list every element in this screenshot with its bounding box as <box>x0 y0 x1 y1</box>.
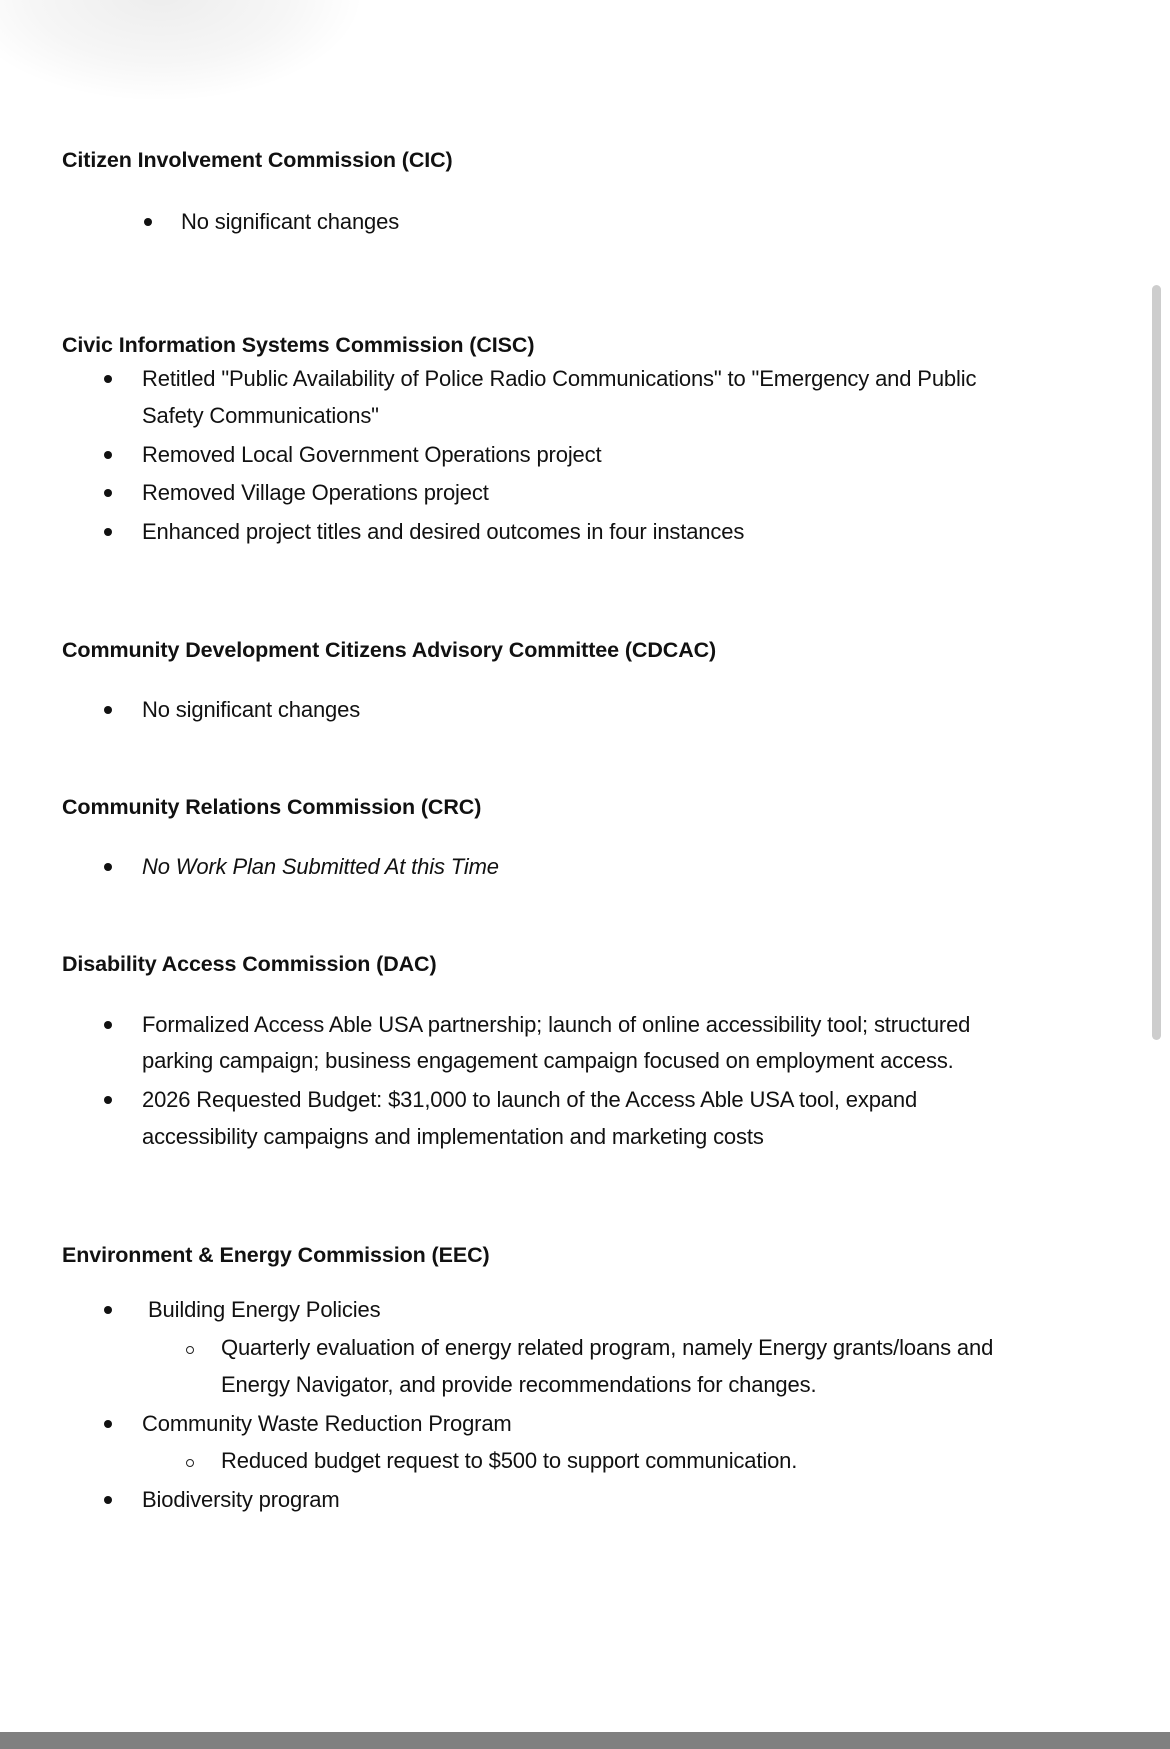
bullet-icon <box>104 1096 112 1104</box>
bullet-icon <box>144 218 152 226</box>
bullet-icon <box>104 375 112 383</box>
sub-list-item: Quarterly evaluation of energy related program, namely Energy grants/loans and <box>221 1335 994 1360</box>
sub-list-item: Reduced budget request to $500 to support communication. <box>221 1448 798 1473</box>
list-item: Building Energy Policies <box>148 1297 381 1322</box>
bullet-icon <box>104 1420 112 1428</box>
hollow-bullet-icon <box>186 1346 194 1354</box>
bullet-icon <box>104 1306 112 1314</box>
list-item: Retitled "Public Availability of Police Radio Communications" to "Emergency and Public <box>142 366 977 391</box>
list-item: No Work Plan Submitted At this Time <box>142 854 499 879</box>
bullet-icon <box>104 706 112 714</box>
list-item: Enhanced project titles and desired outcomes in four instances <box>142 519 745 544</box>
bottom-toolbar-edge <box>0 1732 1170 1749</box>
bullet-icon <box>104 1496 112 1504</box>
list-item-continuation: accessibility campaigns and implementation and marketing costs <box>142 1124 764 1149</box>
list-item-continuation: parking campaign; business engagement campaign focused on employment access. <box>142 1048 954 1073</box>
bullet-icon <box>104 451 112 459</box>
section-heading: Community Development Citizens Advisory Committee (CDCAC) <box>62 638 717 662</box>
bullet-icon <box>104 1021 112 1029</box>
list-item: No significant changes <box>181 209 400 234</box>
hollow-bullet-icon <box>186 1459 194 1467</box>
section-heading: Community Relations Commission (CRC) <box>62 795 482 819</box>
list-item: Community Waste Reduction Program <box>142 1411 512 1436</box>
list-item: 2026 Requested Budget: $31,000 to launch of the Access Able USA tool, expand <box>142 1087 918 1112</box>
sub-list-item-continuation: Energy Navigator, and provide recommendations for changes. <box>221 1372 817 1397</box>
section-heading: Environment & Energy Commission (EEC) <box>62 1243 490 1267</box>
bullet-icon <box>104 863 112 871</box>
section-heading: Citizen Involvement Commission (CIC) <box>62 148 453 172</box>
section-heading: Civic Information Systems Commission (CISC) <box>62 333 535 357</box>
list-item: Removed Local Government Operations project <box>142 442 602 467</box>
bullet-icon <box>104 489 112 497</box>
list-item: No significant changes <box>142 697 361 722</box>
section-heading: Disability Access Commission (DAC) <box>62 952 437 976</box>
list-item: Formalized Access Able USA partnership; launch of online accessibility tool; structured <box>142 1012 971 1037</box>
list-item-continuation: Safety Communications" <box>142 403 379 428</box>
vertical-scrollbar-thumb[interactable] <box>1152 285 1161 1040</box>
list-item: Biodiversity program <box>142 1487 340 1512</box>
bullet-icon <box>104 528 112 536</box>
list-item: Removed Village Operations project <box>142 480 489 505</box>
